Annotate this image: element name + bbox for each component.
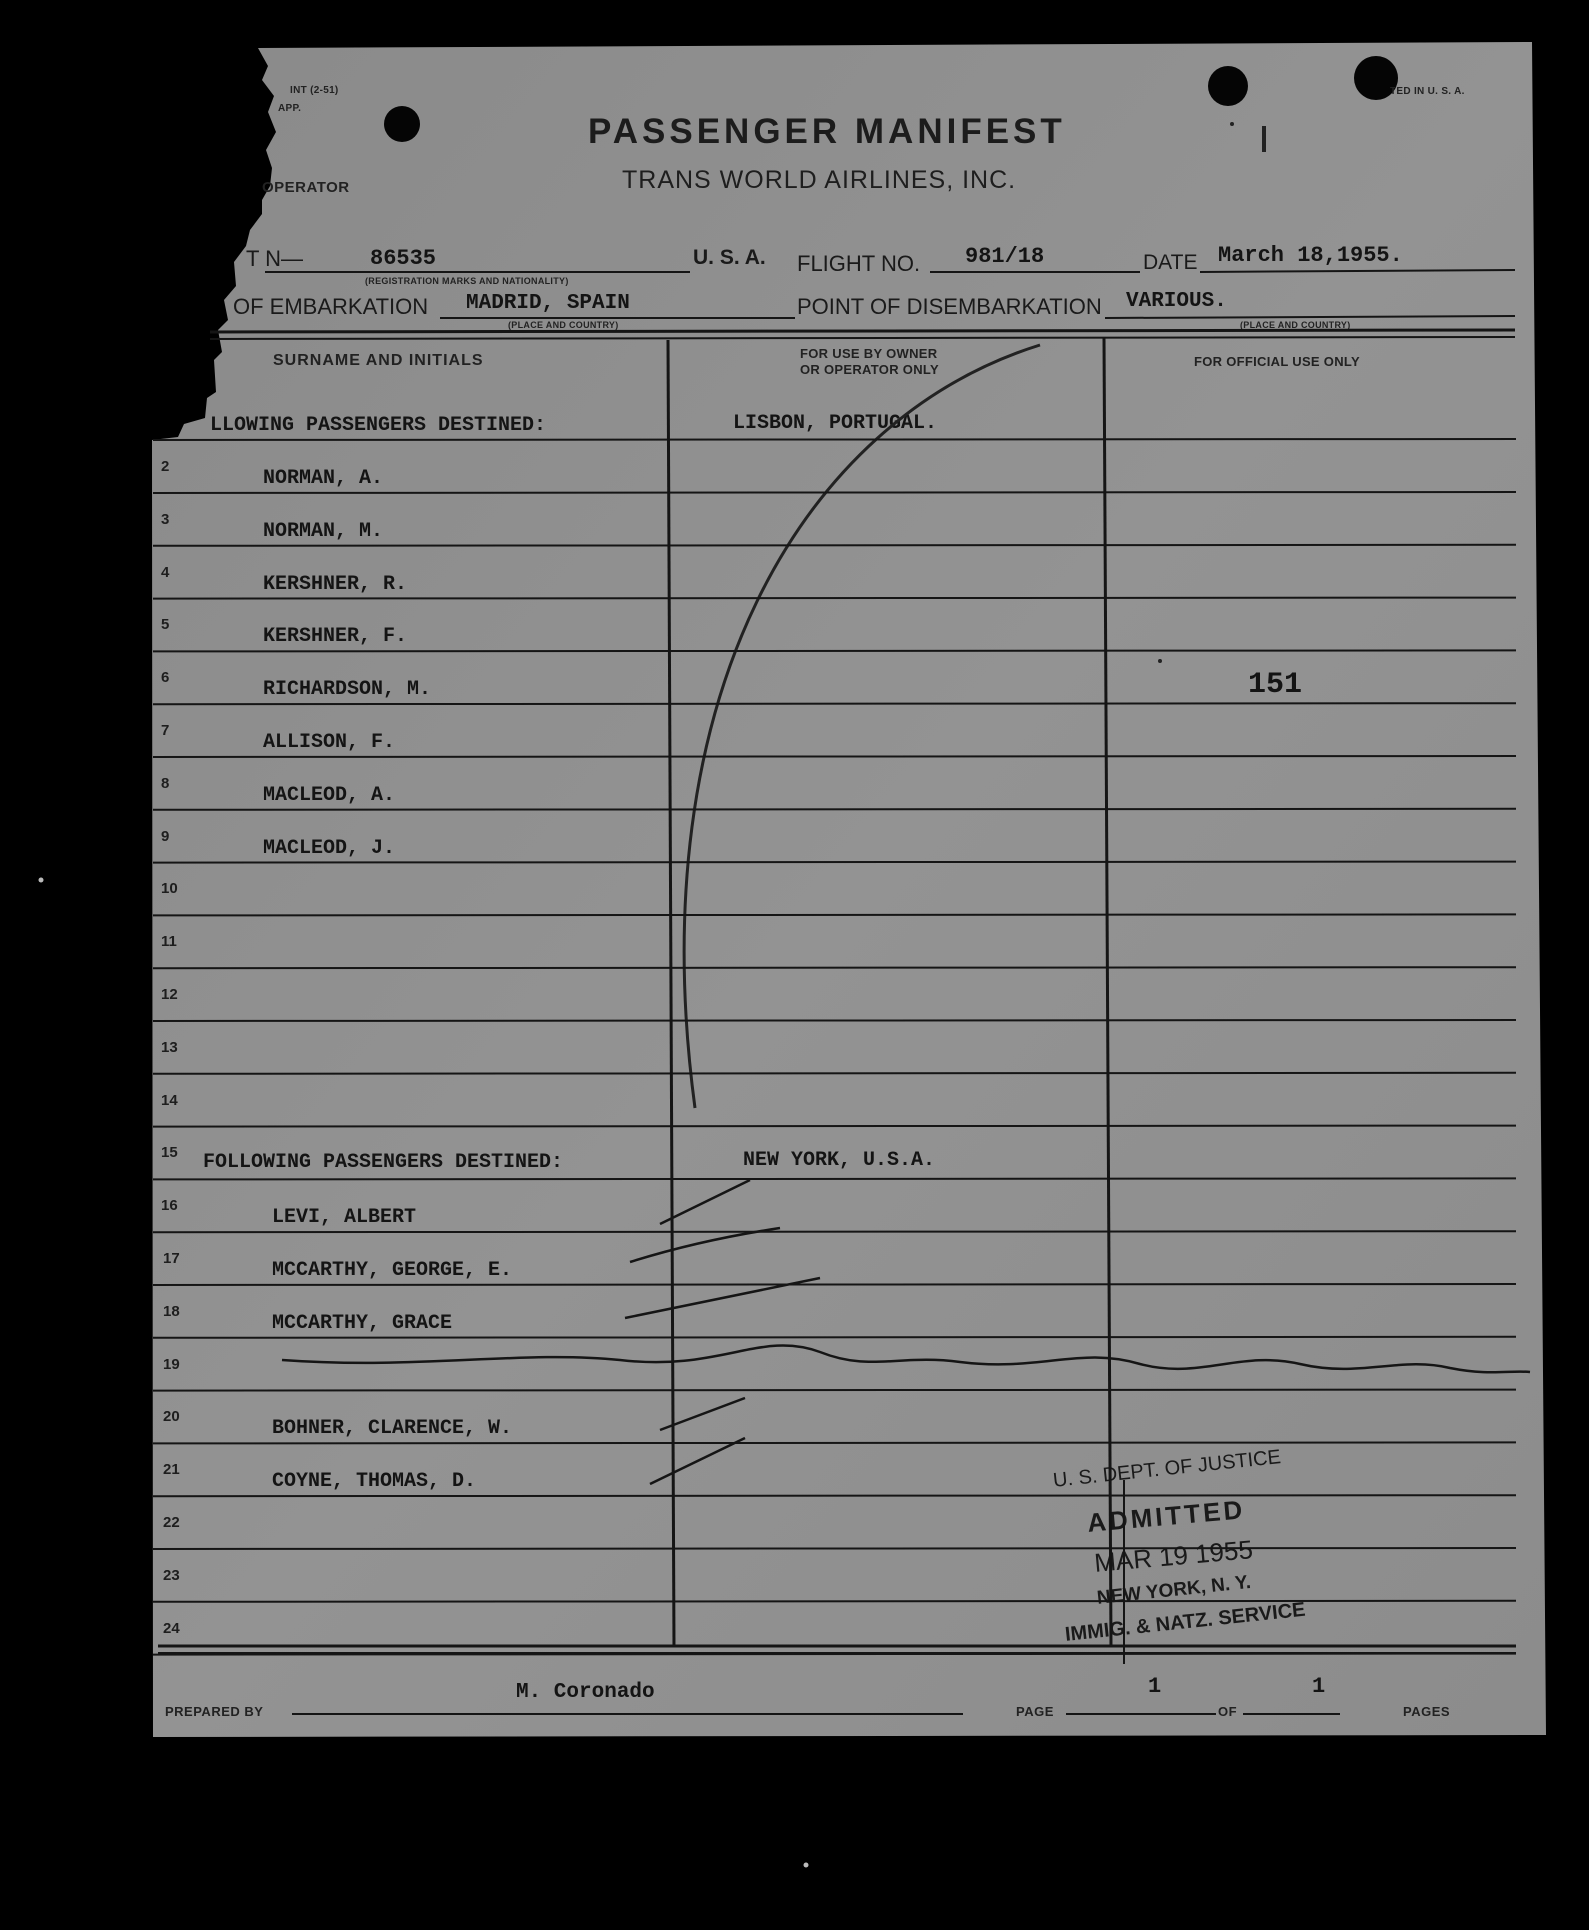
page-number: 1 — [1148, 1674, 1162, 1699]
row-line — [153, 703, 1516, 704]
row-number: 15 — [161, 1144, 178, 1162]
official-number: 151 — [1248, 668, 1303, 702]
row-line — [153, 1126, 1516, 1127]
stamp-dept-justice: U. S. DEPT. OF JUSTICE — [1052, 1446, 1282, 1492]
row-line — [153, 1442, 1516, 1443]
stamp-admitted: ADMITTED — [1086, 1494, 1247, 1538]
prepared-by-label: PREPARED BY — [165, 1704, 264, 1719]
row-number: 22 — [163, 1514, 180, 1531]
section-lisbon-destination: LISBON, PORTUGAL. — [733, 412, 938, 435]
row-line — [153, 1601, 1516, 1602]
passenger-name: MACLEOD, J. — [263, 836, 396, 860]
surname-column-header: SURNAME AND INITIALS — [273, 352, 484, 369]
stamp-date: MAR 19 1955 — [1093, 1534, 1254, 1578]
passenger-name: KERSHNER, F. — [263, 625, 408, 649]
flight-label: FLIGHT NO. — [797, 251, 921, 276]
row-line — [153, 492, 1516, 493]
passenger-name: NORMAN, A. — [263, 467, 384, 490]
page-label: PAGE — [1016, 1704, 1054, 1719]
row-line — [153, 967, 1516, 968]
row-number: 7 — [161, 722, 170, 739]
row-number: 3 — [161, 510, 170, 528]
row-number: 20 — [163, 1408, 180, 1426]
row-number: 18 — [163, 1302, 180, 1320]
company-name: TRANS WORLD AIRLINES, INC. — [622, 166, 1017, 194]
embarkation-note: (PLACE AND COUNTRY) — [508, 320, 619, 330]
pages-label: PAGES — [1403, 1704, 1451, 1719]
aircraft-label: T N— — [246, 246, 304, 271]
row-line — [153, 1178, 1516, 1179]
row-number: 21 — [163, 1461, 180, 1479]
owner-column-header-line1: FOR USE BY OWNER — [800, 346, 938, 361]
row-number: 13 — [161, 1038, 178, 1056]
disembarkation-note: (PLACE AND COUNTRY) — [1240, 320, 1351, 330]
row-line — [153, 545, 1516, 546]
aircraft-number: 86535 — [370, 246, 437, 271]
form-code-line2: APP. — [278, 103, 302, 114]
row-number: 17 — [163, 1250, 180, 1267]
embarkation-label: OF EMBARKATION — [233, 294, 429, 319]
form-code-line1: INT (2-51) — [290, 85, 339, 96]
row-number: 11 — [161, 933, 177, 951]
row-number: 8 — [161, 774, 170, 792]
row-line — [153, 862, 1516, 863]
row-line — [153, 1284, 1516, 1285]
stamp-service: IMMIG. & NATZ. SERVICE — [1064, 1598, 1307, 1646]
passenger-name: KERSHNER, R. — [263, 572, 408, 596]
owner-column-header-line2: OR OPERATOR ONLY — [800, 362, 939, 377]
row-line — [153, 1231, 1516, 1232]
row-number: 2 — [161, 458, 170, 475]
row-line — [153, 1548, 1516, 1549]
row-line — [153, 1073, 1516, 1074]
embarkation-value: MADRID, SPAIN — [466, 292, 630, 315]
row-number: 19 — [163, 1355, 180, 1373]
row-line — [153, 756, 1516, 757]
section-newyork-destination: NEW YORK, U.S.A. — [743, 1149, 936, 1172]
country-usa: U. S. A. — [693, 246, 766, 269]
passenger-name: MACLEOD, A. — [263, 783, 396, 807]
row-number: 4 — [161, 563, 170, 581]
row-number: 23 — [163, 1566, 180, 1584]
row-line — [153, 1495, 1516, 1496]
row-number: 12 — [161, 986, 178, 1003]
section-newyork-header: FOLLOWING PASSENGERS DESTINED: — [203, 1151, 564, 1174]
registration-note: (REGISTRATION MARKS AND NATIONALITY) — [365, 276, 569, 286]
row-number: 9 — [161, 827, 170, 845]
row-line — [153, 439, 1516, 440]
section-lisbon-header: LLOWING PASSENGERS DESTINED: — [210, 414, 547, 437]
total-pages: 1 — [1312, 1674, 1326, 1699]
row-number: 6 — [161, 669, 170, 687]
row-line — [153, 1654, 1516, 1655]
stamp-city: NEW YORK, N. Y. — [1096, 1571, 1252, 1609]
row-line — [153, 598, 1516, 599]
passenger-name: RICHARDSON, M. — [263, 678, 432, 702]
passenger-name: NORMAN, M. — [263, 519, 384, 543]
row-line — [153, 650, 1516, 651]
row-number: 10 — [161, 880, 178, 898]
row-number: 16 — [161, 1197, 178, 1215]
date-label: DATE — [1143, 251, 1198, 274]
prepared-by-value: M. Coronado — [516, 1681, 655, 1704]
passenger-name: ALLISON, F. — [263, 731, 396, 754]
passenger-name: MCCARTHY, GRACE — [272, 1311, 453, 1335]
document-title: PASSENGER MANIFEST — [588, 112, 1066, 151]
disembarkation-value: VARIOUS. — [1126, 290, 1227, 313]
printed-in-usa: TED IN U. S. A. — [1390, 86, 1465, 97]
row-number: 14 — [161, 1091, 178, 1109]
row-number: 24 — [163, 1619, 180, 1637]
passenger-name: BOHNER, CLARENCE, W. — [272, 1417, 513, 1441]
row-line — [153, 1390, 1516, 1391]
flight-number: 981/18 — [965, 244, 1045, 269]
row-line — [153, 914, 1516, 915]
row-line — [153, 809, 1516, 810]
passenger-name: MCCARTHY, GEORGE, E. — [272, 1259, 513, 1282]
official-column-header: FOR OFFICIAL USE ONLY — [1194, 354, 1360, 369]
passenger-name: COYNE, THOMAS, D. — [272, 1470, 477, 1494]
disembarkation-label: POINT OF DISEMBARKATION — [797, 294, 1102, 319]
row-line — [153, 1337, 1516, 1338]
date-value: March 18,1955. — [1218, 243, 1403, 268]
operator-label: OPERATOR — [262, 179, 350, 196]
of-label: OF — [1218, 1704, 1238, 1719]
passenger-name: LEVI, ALBERT — [272, 1206, 417, 1230]
row-line — [153, 1020, 1516, 1021]
row-number: 5 — [161, 616, 170, 634]
